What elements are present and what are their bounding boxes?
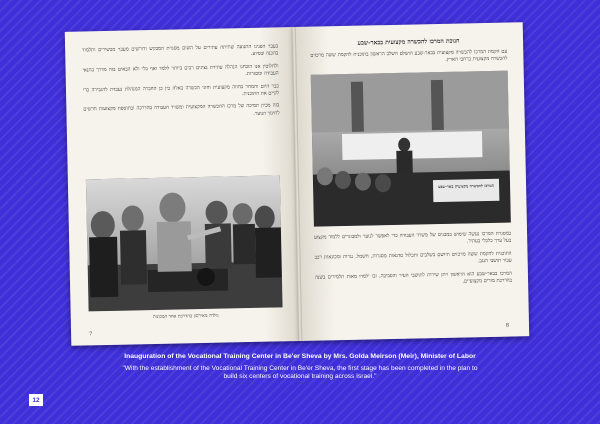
left-paragraph-4: בזה מכיון תמיכה של מרכז ההכשרה המקצועית ומשרד העבודה בהדרכה ובתוספת מקצועות חדשים לחינוך הנוער.	[83, 102, 280, 117]
left-paragraph-3: כבר היום והמחר בחוזה מקצועית וחוגי הכשרה באלה בין כן החברה המנהלת נעבדת להגבירה כדי לקיים את התוכנית.	[82, 82, 280, 98]
right-top-paragraph: עם הקמת המרכז להכשרה מקצועית בבאר-שבע הושלם השלב הראשון בתוכנית להקמת ששה מרכזים להכשרה מקצועית ברחבי הארץ.	[310, 48, 508, 64]
right-photo-sign: המרכז להכשרה מקצועית באר-שבע	[438, 182, 494, 190]
left-page-number: 7	[89, 331, 93, 338]
right-page	[294, 22, 530, 341]
left-photo-image	[86, 175, 283, 311]
info-title: Inauguration of the Vocational Training Center in Be'er Sheva by Mrs. Golda Meirson (Meir), Minister of Labor	[124, 353, 476, 360]
right-photo	[311, 71, 511, 227]
right-bottom-text	[314, 231, 512, 295]
left-page-text	[82, 43, 280, 126]
booklet-spread	[65, 22, 529, 346]
right-paragraph-3: המרכז בבאר-שבע הוא הראשון ויתן שירות לתושבי העיר והסביבה, ובו ילמדו מאות תלמידים בשנה בהדרכת מורים מקצועיים.	[314, 270, 513, 285]
left-page	[65, 27, 301, 346]
info-quote: "With the establishment of the Vocational Training Center in Be'er Sheva, the first stage has been completed in the plan to build six centers of vocational training across Israel."	[122, 365, 478, 381]
left-paragraph-1: בעבר הפנינו התנועה שתיתה עתירים על השום מסגרת המבקש ודורשים מעבר מכשירים ותלמוד בהכנה ובסיוע.	[82, 43, 279, 58]
left-photo-caption: גולדה מאירסון בהדרכת אחד המכונות	[152, 313, 219, 321]
right-paragraph-1: במסגרת המרכז נעשה שימוש במבנים של משרד העבודה כדי לאפשר לנוער ולמבוגרים ללמוד מקצוע בעל ערך כלכלי בעתיד.	[314, 230, 512, 245]
left-photo	[86, 175, 283, 311]
right-paragraph-2: התוכנית להקמת ששה מרכזים תיושם בשלבים ותכלול סדנאות מסגרות, חשמל, נגרות ומכונאות רכב עבור תושבי הנגב.	[314, 250, 512, 265]
right-photo-image	[311, 71, 511, 227]
right-top-text	[310, 49, 507, 73]
right-page-number: 8	[505, 322, 510, 329]
right-page-heading: חנוכת המרכז להכשרה מקצועית בבאר-שבע	[357, 37, 460, 47]
page-number-badge: 12	[29, 394, 43, 406]
left-paragraph-2: ולחלוטין אנו הוכחנו הנהלה עתידת נציגים רבים ביותר ללמד ואף בלי ולא הבאים בזה מדרך בתנאי העבודה ומסגרות.	[82, 63, 279, 78]
